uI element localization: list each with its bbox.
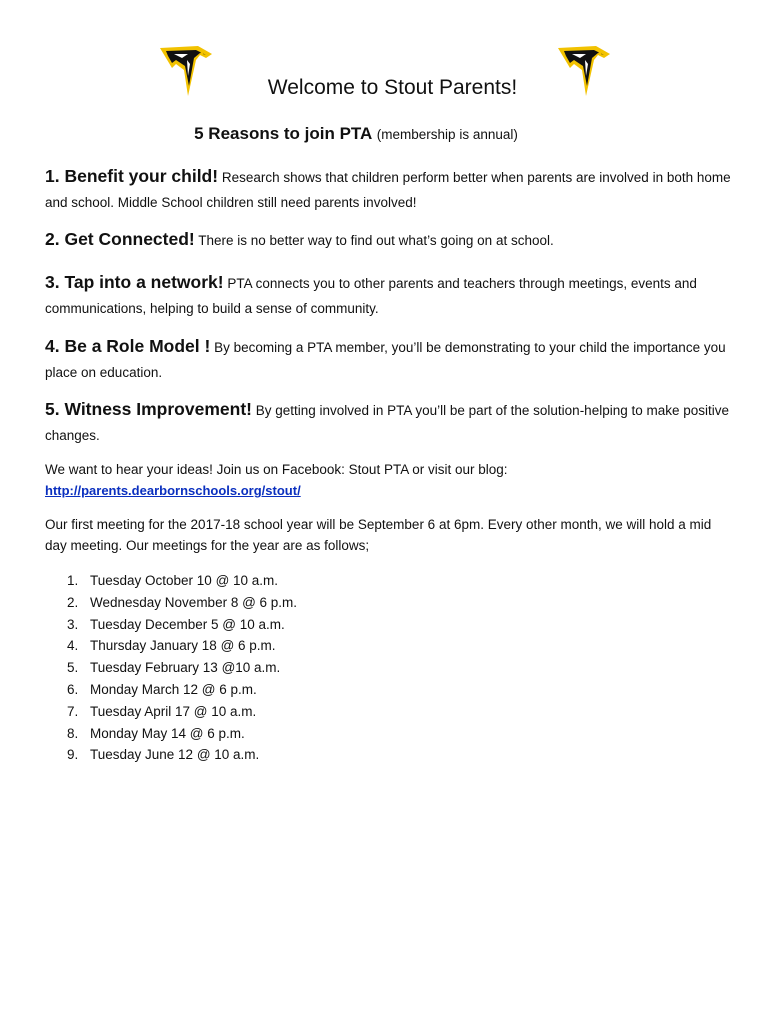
reason-text: By becoming a PTA member, you’ll be demonstrating to your child the importance you place on education.	[45, 340, 726, 380]
list-item: 1. Tuesday October 10 @ 10 a.m.	[67, 573, 279, 588]
reason-1	[45, 164, 735, 215]
ideas-text: We want to hear your ideas! Join us on Facebook: Stout PTA or visit our blog:	[45, 462, 508, 477]
subtitle-note: (membership is annual)	[376, 127, 518, 142]
reason-4	[45, 334, 735, 385]
list-item: 6. Monday March 12 @ 6 p.m.	[67, 681, 257, 697]
list-item: 2. Wednesday November 8 @ 6 p.m.	[67, 594, 298, 610]
reason-heading: 2. Get Connected!	[45, 229, 195, 249]
reason-heading: 3. Tap into a network!	[45, 272, 224, 292]
reason-3	[45, 270, 735, 321]
page-title: Welcome to Stout Parents!	[267, 76, 518, 99]
meeting-intro: Our first meeting for the 2017-18 school year will be September 6 at 6pm. Every other month, we will hold a mid day meeting. Our meetings for the year are as follows;	[45, 517, 712, 553]
reason-5	[45, 397, 735, 448]
list-item: 3. Tuesday December 5 @ 10 a.m.	[67, 616, 285, 632]
reason-heading: 4. Be a Role Model !	[45, 336, 211, 356]
reason-2	[45, 227, 735, 253]
list-item: 9. Tuesday June 12 @ 10 a.m.	[67, 747, 260, 763]
blog-link[interactable]: http://parents.dearbornschools.org/stout/	[45, 483, 301, 498]
ideas-paragraph	[45, 459, 735, 501]
meeting-list	[45, 570, 297, 766]
subtitle-heading: 5 Reasons to join PTA	[194, 124, 373, 143]
list-item: 7. Tuesday April 17 @ 10 a.m.	[67, 703, 257, 719]
reason-heading: 1. Benefit your child!	[45, 166, 219, 186]
reason-heading: 5. Witness Improvement!	[45, 399, 252, 419]
subtitle	[0, 124, 712, 144]
reason-text: PTA connects you to other parents and teachers through meetings, events and communications, helping to build a sense of community.	[45, 276, 697, 316]
reason-text: By getting involved in PTA you’ll be part of the solution-helping to make positive changes.	[45, 403, 730, 443]
list-item: 8. Monday May 14 @ 6 p.m.	[67, 725, 245, 741]
list-item: 5. Tuesday February 13 @10 a.m.	[67, 660, 281, 676]
reason-text: Research shows that children perform better when parents are involved in both home and school. Middle School children still need parents involved!	[45, 170, 731, 210]
reason-text: There is no better way to find out what’s going on at school.	[198, 233, 554, 248]
list-item: 4. Thursday January 18 @ 6 p.m.	[67, 638, 276, 654]
